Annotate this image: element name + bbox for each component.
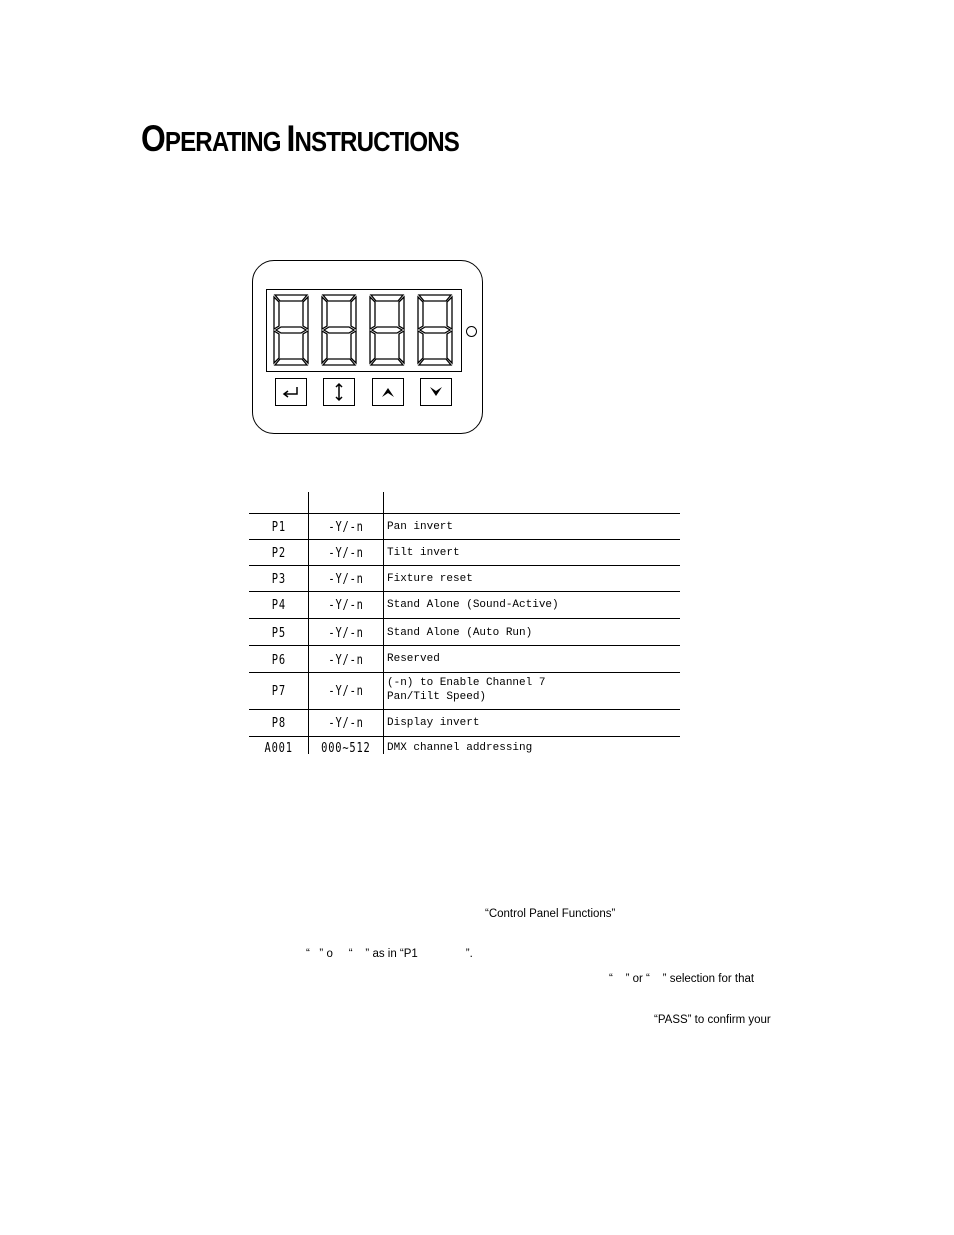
desc-cell: Pan invert <box>387 521 454 533</box>
desc-cell: Stand Alone (Auto Run) <box>387 627 533 639</box>
value-cell <box>309 544 383 562</box>
table-row <box>249 619 680 646</box>
value-text: -Y/-n <box>328 626 364 641</box>
code-text: P4 <box>271 598 286 613</box>
code-cell <box>249 651 308 669</box>
code-text: A001 <box>264 741 293 756</box>
text-fragment: “Control Panel Functions” <box>485 908 616 920</box>
value-text: -Y/-n <box>328 546 364 561</box>
value-cell <box>309 570 383 588</box>
value-cell <box>309 596 383 614</box>
text-fragment: “PASS” to confirm your <box>654 1014 771 1026</box>
value-cell <box>309 682 383 700</box>
code-cell <box>249 624 308 642</box>
value-cell <box>309 651 383 669</box>
title-cap-2: I <box>286 118 295 159</box>
page-title <box>141 118 459 160</box>
desc-cell: Tilt invert <box>387 547 460 559</box>
chevron-down-icon <box>429 386 443 398</box>
table-row <box>249 566 680 592</box>
mode-button[interactable] <box>323 378 355 406</box>
value-cell <box>309 714 383 732</box>
enter-return-icon <box>282 385 300 399</box>
code-cell <box>249 596 308 614</box>
value-text: -Y/-n <box>328 716 364 731</box>
table-row <box>249 592 680 619</box>
table-row <box>249 710 680 737</box>
enter-button[interactable] <box>275 378 307 406</box>
desc-cell: Display invert <box>387 717 480 729</box>
led-display <box>266 289 462 372</box>
code-text: P3 <box>271 572 286 587</box>
desc-cell: DMX channel addressing <box>387 742 533 754</box>
code-cell <box>249 682 308 700</box>
title-rest-2: NSTRUCTIONS <box>294 126 459 157</box>
value-text: -Y/-n <box>328 520 364 535</box>
table-row <box>249 514 680 540</box>
table-row <box>249 737 680 758</box>
code-cell <box>249 518 308 536</box>
desc-line: (-n) to Enable Channel 7 <box>387 677 546 689</box>
desc-cell: Fixture reset <box>387 573 473 585</box>
desc-cell: Stand Alone (Sound-Active) <box>387 599 559 611</box>
code-cell <box>249 739 308 757</box>
title-cap-1: O <box>141 118 165 159</box>
value-cell <box>309 624 383 642</box>
text-fragment: “ ” or “ ” selection for that <box>609 973 755 985</box>
code-cell <box>249 714 308 732</box>
function-table <box>249 490 680 758</box>
text-fragment: “ ” o “ ” as in “P1 ”. <box>306 948 473 960</box>
desc-cell <box>387 676 545 704</box>
up-down-arrow-icon <box>334 382 344 402</box>
table-row <box>249 673 680 710</box>
indicator-led <box>466 326 477 337</box>
table-row <box>249 646 680 673</box>
value-text: 000~512 <box>321 741 371 756</box>
value-text: -Y/-n <box>328 598 364 613</box>
code-text: P7 <box>271 684 286 699</box>
code-text: P6 <box>271 653 286 668</box>
down-button[interactable] <box>420 378 452 406</box>
up-button[interactable] <box>372 378 404 406</box>
code-cell <box>249 544 308 562</box>
value-text: -Y/-n <box>328 653 364 668</box>
value-cell <box>309 518 383 536</box>
seven-segment-digits <box>267 290 461 371</box>
table-row <box>249 540 680 566</box>
table-header <box>249 490 680 514</box>
code-text: P8 <box>271 716 286 731</box>
value-text: -Y/-n <box>328 572 364 587</box>
desc-line: Pan/Tilt Speed) <box>387 691 487 703</box>
code-text: P2 <box>271 546 286 561</box>
value-text: -Y/-n <box>328 684 364 699</box>
code-text: P1 <box>271 520 286 535</box>
value-cell <box>309 739 383 757</box>
code-cell <box>249 570 308 588</box>
code-text: P5 <box>271 626 286 641</box>
chevron-up-icon <box>381 386 395 398</box>
desc-cell: Reserved <box>387 653 440 665</box>
title-rest-1: PERATING <box>164 126 287 157</box>
